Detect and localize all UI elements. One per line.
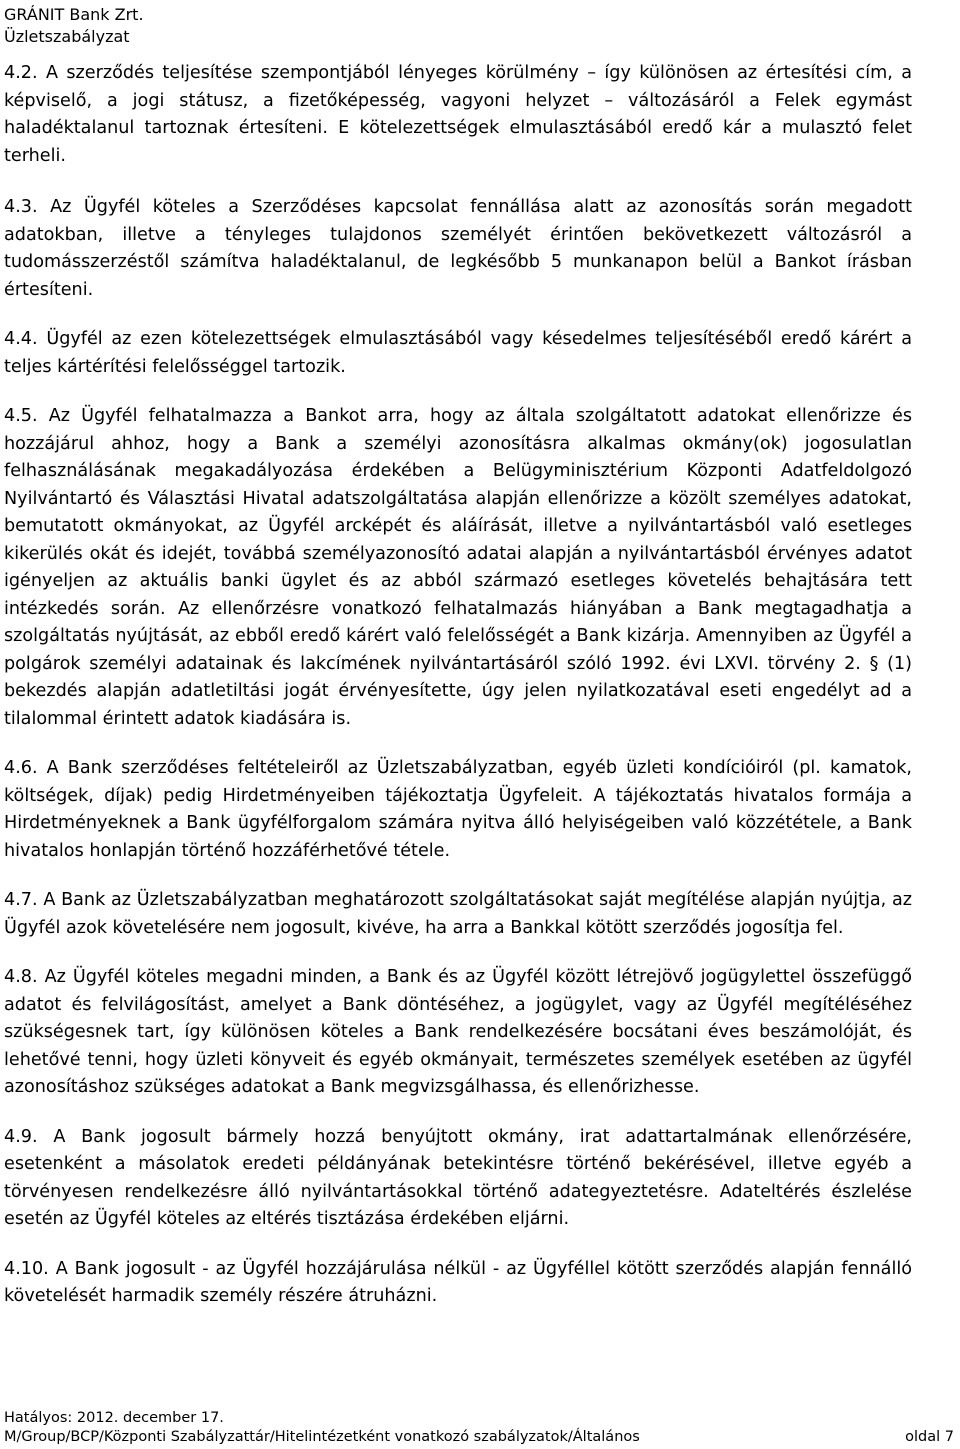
paragraph-number: 4.2.: [4, 63, 38, 83]
paragraph-4-6: [4, 755, 912, 865]
document-title: Üzletszabályzat: [4, 27, 130, 46]
document-body: [4, 60, 912, 1333]
paragraph-4-4: [4, 326, 912, 381]
paragraph-number: 4.7.: [4, 890, 38, 910]
paragraph-text: Ügyfél az ezen kötelezettségek elmulasztásából vagy késedelmes teljesítéséből eredő kárért a teljes kártérítési felelősséggel tartozik.: [4, 329, 913, 377]
paragraph-number: 4.6.: [4, 758, 38, 778]
page-header: [4, 4, 144, 48]
paragraph-text: Az Ügyfél felhatalmazza a Bankot arra, hogy az általa szolgáltatott adatokat ellenőrizze és hozzájárul ahhoz, hogy a Bank a személyi azonosításra alkalmas okmány(ok) jogosulatlan felhasználásának megakadályozása érdekében a Belügyminisztérium Központi Adatfeldolgozó Nyilvántartó és Választási Hivatal adatszolgáltatása alapján ellenőrizze a közölt személyes adatokat, bemutatott okmányokat, az Ügyfél arcképét és aláírását, illetve a nyilvántartásból való esetleges kikerülés okát és idejét, továbbá személyazonosító adatai alapján a nyilvántartásból érvényes adatot igényeljen az aktuális banki ügylet és az abból származó esetleges követelés behajtására tett intézkedés során. Az ellenőrzésre vonatkozó felhatalmazás hiányában a Bank megtagadhatja a szolgáltatás nyújtását, az ebből eredő kárért való felelősségét a Bank kizárja. Amennyiben az Ügyfél a polgárok személyi adatainak és lakcímének nyilvántartásáról szóló 1992. évi LXVI. törvény 2. § (1) bekezdés alapján adatletiltási jogát érvényesítette, úgy jelen nyilatkozatával eseti engedélyt ad a tilalommal érintett adatok kiadására is.: [4, 406, 912, 729]
page-number: oldal 7: [905, 1429, 954, 1445]
paragraph-text: A szerződés teljesítése szempontjából lényeges körülmény – így különösen az értesítési cím, a képviselő, a jogi státusz, a fizetőképesség, vagyoni helyzet – változásáról a Felek egymást haladéktalanul tartoznak értesíteni. E kötelezettségek elmulasztásából eredő kár a mulasztó felet terheli.: [4, 63, 913, 166]
footer-row: [4, 1428, 954, 1447]
paragraph-text: A Bank szerződéses feltételeiről az Üzletszabályzatban, egyéb üzleti kondícióiról (pl. kamatok, költségek, díjak) pedig Hirdetményeiben tájékoztatja Ügyfeleit. A tájékoztatás hivatalos formája a Hirdetményeknek a Bank ügyfélforgalom számára nyitva álló helyiségeiben való közzététele, a Bank hivatalos honlapján történő hozzáférhetővé tétele.: [4, 758, 913, 861]
page-footer: [4, 1409, 954, 1447]
paragraph-number: 4.3.: [4, 197, 38, 217]
paragraph-4-3: [4, 194, 912, 304]
paragraph-4-7: [4, 887, 912, 942]
paragraph-number: 4.10.: [4, 1258, 49, 1279]
paragraph-4-10: [4, 1256, 912, 1311]
paragraph-text: Az Ügyfél köteles a Szerződéses kapcsolat fennállása alatt az azonosítás során megadott adatokban, illetve a tényleges tulajdonos személyét érintően bekövetkezett változásról a tudomásszerzéstől számítva haladéktalanul, de legkésőbb 5 munkanapon belül a Bankot írásban értesíteni.: [4, 197, 913, 300]
company-name: GRÁNIT Bank Zrt.: [4, 5, 144, 24]
paragraph-4-2: [4, 60, 912, 170]
paragraph-text: A Bank jogosult - az Ügyfél hozzájárulása nélkül - az Ügyféllel kötött szerződés alapján fennálló követelését harmadik személy részére átruházni.: [4, 1258, 913, 1306]
paragraph-text: A Bank az Üzletszabályzatban meghatározott szolgáltatásokat saját megítélése alapján nyújtja, az Ügyfél azok követelésére nem jogosult, kivéve, ha arra a Bankkal kötött szerződés jogosítja fel.: [4, 890, 913, 938]
paragraph-4-8: [4, 964, 912, 1102]
paragraph-number: 4.8.: [4, 967, 38, 987]
paragraph-4-5: [4, 403, 912, 733]
paragraph-text: A Bank jogosult bármely hozzá benyújtott okmány, irat adattartalmának ellenőrzésére, esetenként a másolatok eredeti példányának betekintésre történő bekérésével, illetve egyéb a törvényesen rendelkezésre álló nyilvántartásokkal történő adategyeztetésre. Adateltérés észlelése esetén az Ügyfél köteles az eltérés tisztázása érdekében eljárni.: [4, 1126, 913, 1229]
paragraph-number: 4.5.: [4, 406, 38, 426]
paragraph-4-9: [4, 1124, 912, 1234]
document-path: M/Group/BCP/Központi Szabályzattár/Hitelintézetként vonatkozó szabályzatok/Általános: [4, 1429, 640, 1445]
paragraph-number: 4.9.: [4, 1126, 38, 1147]
paragraph-text: Az Ügyfél köteles megadni minden, a Bank és az Ügyfél között létrejövő jogügylettel összefüggő adatot és felvilágosítást, amelyet a Bank döntéséhez, a jogügylet, vagy az Ügyfél megítéléséhez szükségesnek tart, így különösen köteles a Bank rendelkezésére bocsátani éves beszámolóját, és lehetővé tenni, hogy üzleti könyveit és egyéb okmányait, természetes személyek esetében az ügyfél azonosításhoz szükséges adatokat a Bank megvizsgálhassa, és ellenőrizhesse.: [4, 967, 912, 1097]
paragraph-number: 4.4.: [4, 329, 38, 349]
effective-date: Hatályos: 2012. december 17.: [4, 1410, 224, 1426]
